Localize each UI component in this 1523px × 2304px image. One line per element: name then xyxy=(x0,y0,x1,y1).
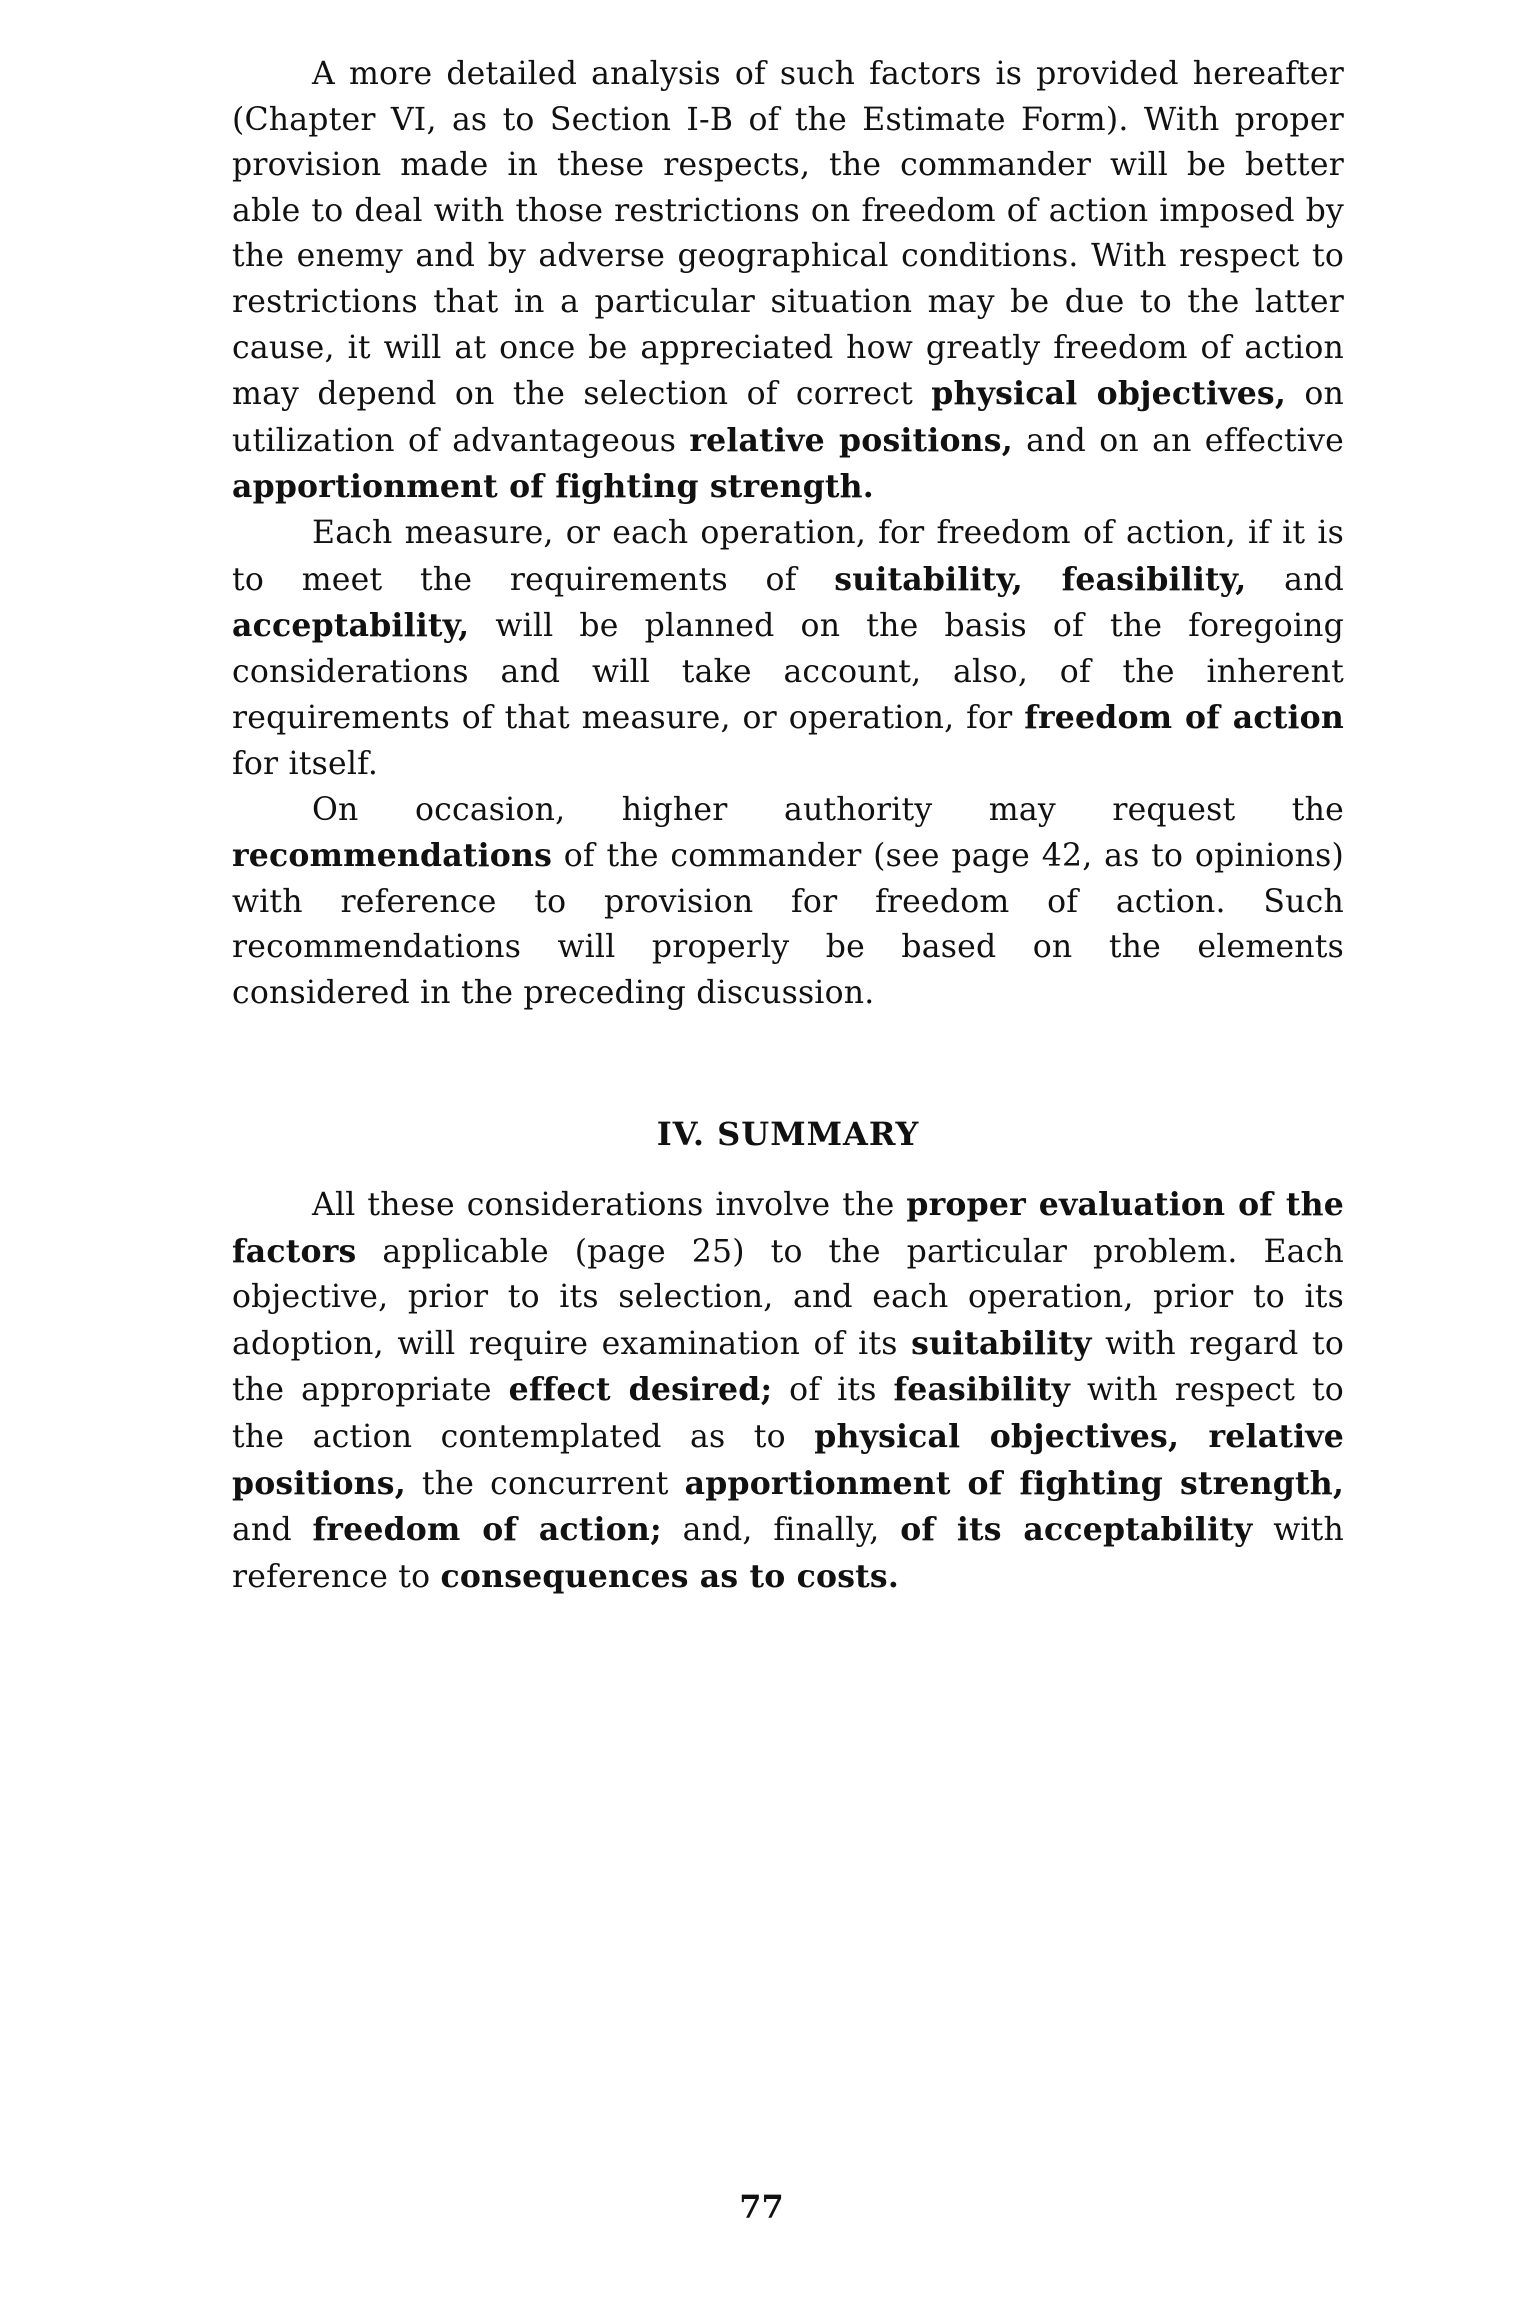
text-run: the concurrent xyxy=(405,1465,685,1502)
bold-term: physical objectives, relative positions, xyxy=(232,1418,1344,1502)
page-number: 77 xyxy=(739,2188,784,2226)
bold-term: proper evaluation of the factors xyxy=(232,1186,1345,1270)
text-run: for itself. xyxy=(232,745,379,782)
text-run: and on an effective xyxy=(1012,422,1345,459)
bold-term: acceptability, xyxy=(232,607,470,645)
text-run: will be planned on the basis of the foregoing considerations and will take account, also, of the inherent requirements of that measure, or operation, for xyxy=(232,608,1344,737)
bold-term: suitability, feasibility, xyxy=(834,560,1247,598)
text-run: with regard to the appropriate xyxy=(232,1325,1344,1409)
text-run: and, finally, xyxy=(661,1512,901,1549)
text-run: A more detailed analysis of such factors is provided hereafter (Chapter VI, as to Section I-B of the Estimate Form). With proper provision made in these respects, the commander will be better able to deal with those restrictions on freedom of action imposed by the enemy and by adverse geographical conditions. With respect to restrictions that in a particular situation may be due to the latter cause, it will at once be appreciated how greatly freedom of action may depend on the selection of correct xyxy=(232,56,1344,413)
bold-term: freedom of action; xyxy=(312,1511,662,1549)
paragraph-1 xyxy=(232,52,1344,511)
section-heading: IV. SUMMARY xyxy=(656,1115,920,1154)
bold-term: suitability xyxy=(911,1324,1092,1362)
text-run: of its xyxy=(772,1372,894,1409)
bold-term: feasibility xyxy=(893,1371,1071,1409)
text-run: Each measure, or each operation, for freedom of action, if it is to meet the requirements of xyxy=(232,514,1344,598)
bold-term: recommendations xyxy=(232,837,553,875)
text-run: of the commander (see page 42, as to opinions) with reference to provision for freedom of action. Such recommendations will properly be based on the elements considered in the preceding discussion. xyxy=(232,838,1344,1011)
text-run: with respect to the action contemplated as to xyxy=(232,1372,1344,1456)
bold-term: apportionment of fighting strength. xyxy=(232,468,874,506)
bold-term: effect desired; xyxy=(508,1371,773,1409)
bold-term: consequences as to costs. xyxy=(440,1557,900,1595)
text-run: All these considerations involve the xyxy=(312,1187,907,1224)
bold-term: of its acceptability xyxy=(900,1511,1253,1549)
text-run: and xyxy=(232,1512,313,1549)
bold-term: apportionment of fighting strength, xyxy=(684,1464,1345,1502)
document-page xyxy=(232,52,1344,1600)
text-run: applicable (page 25) to the particular problem. Each objective, prior to its selection, and each operation, prior to its adoption, will require examination of its xyxy=(232,1233,1344,1362)
paragraph-3 xyxy=(232,788,1344,1017)
bold-term: relative positions, xyxy=(689,421,1013,459)
bold-term: physical objectives, xyxy=(931,375,1287,413)
text-run: on utilization of advantageous xyxy=(232,376,1344,459)
paragraph-4 xyxy=(232,1182,1344,1600)
text-run: with reference to xyxy=(232,1512,1345,1595)
text-run: On occasion, higher authority may request the xyxy=(312,791,1344,828)
text-run: and xyxy=(1246,561,1344,598)
paragraph-2 xyxy=(232,511,1344,788)
bold-term: freedom of action xyxy=(1024,699,1344,737)
